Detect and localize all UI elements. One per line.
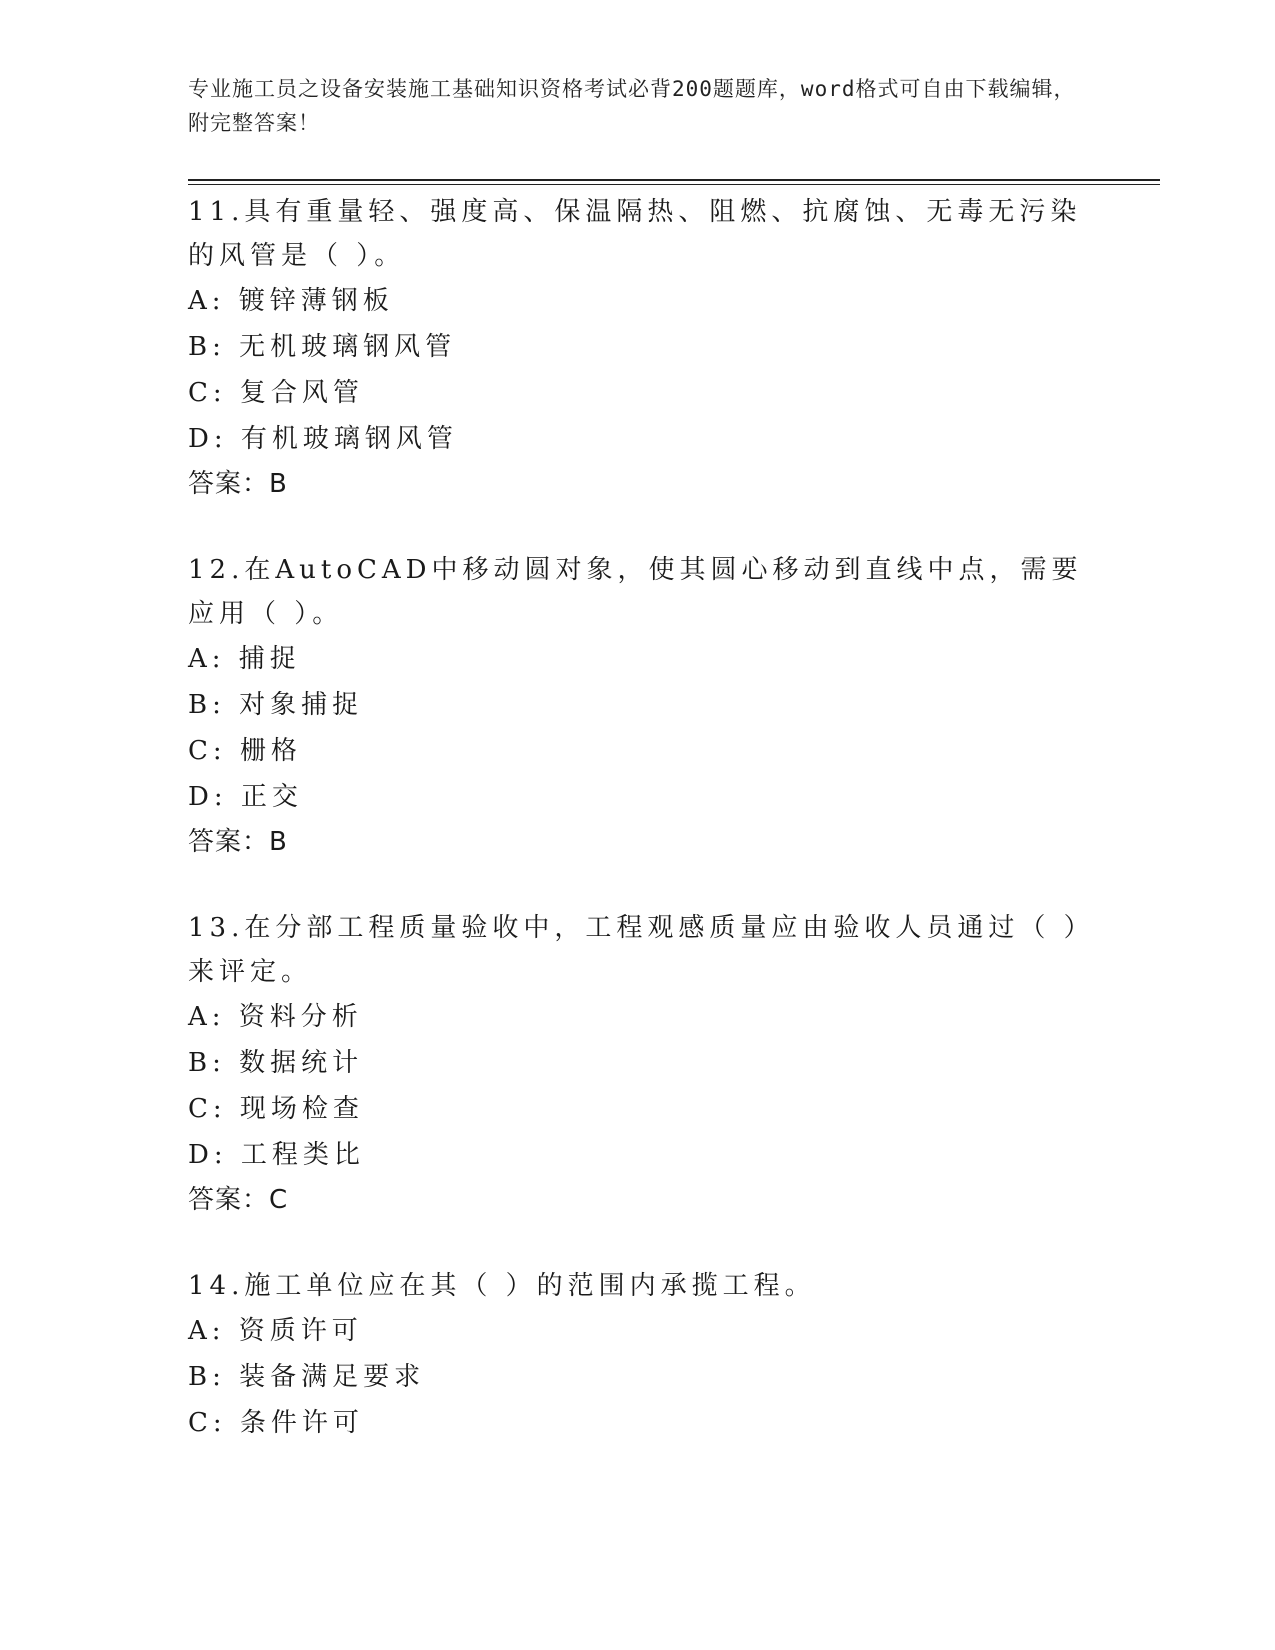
answer: 答案：B [188,469,288,499]
option-a: A: 资质许可 [188,1316,363,1346]
option-d: D: 有机玻璃钢风管 [188,424,458,454]
question-11 [188,190,1088,506]
option-a: A: 镀锌薄钢板 [188,286,394,316]
answer: 答案：B [188,827,288,857]
answer: 答案：C [188,1185,289,1215]
option-a: A: 资料分析 [188,1002,363,1032]
option-c: C: 栅格 [188,736,302,766]
option-c: C: 现场检查 [188,1094,364,1124]
question-stem: 12.在AutoCAD中移动圆对象，使其圆心移动到直线中点，需要应用（ ）。 [188,555,1083,629]
option-a: A: 捕捉 [188,644,301,674]
option-c: C: 条件许可 [188,1408,364,1438]
option-b: B: 对象捕捉 [188,690,364,720]
option-d: D: 工程类比 [188,1140,365,1170]
question-stem: 11.具有重量轻、强度高、保温隔热、阻燃、抗腐蚀、无毒无污染的风管是（ ）。 [188,197,1082,271]
question-12 [188,548,1088,864]
option-c: C: 复合风管 [188,378,364,408]
option-b: B: 数据统计 [188,1048,364,1078]
option-b: B: 无机玻璃钢风管 [188,332,457,362]
header-divider-thin [188,184,1160,185]
option-b: B: 装备满足要求 [188,1362,426,1392]
header-divider-thick [188,179,1160,181]
question-13 [188,906,1088,1222]
question-stem: 13.在分部工程质量验收中，工程观感质量应由验收人员通过（ ）来评定。 [188,913,1082,987]
question-stem: 14.施工单位应在其（ ）的范围内承揽工程。 [188,1271,816,1301]
option-d: D: 正交 [188,782,303,812]
question-14 [188,1264,1088,1446]
question-list [188,190,1088,1446]
document-header: 专业施工员之设备安装施工基础知识资格考试必背200题题库，word格式可自由下载编辑，附完整答案！ [188,77,1076,135]
